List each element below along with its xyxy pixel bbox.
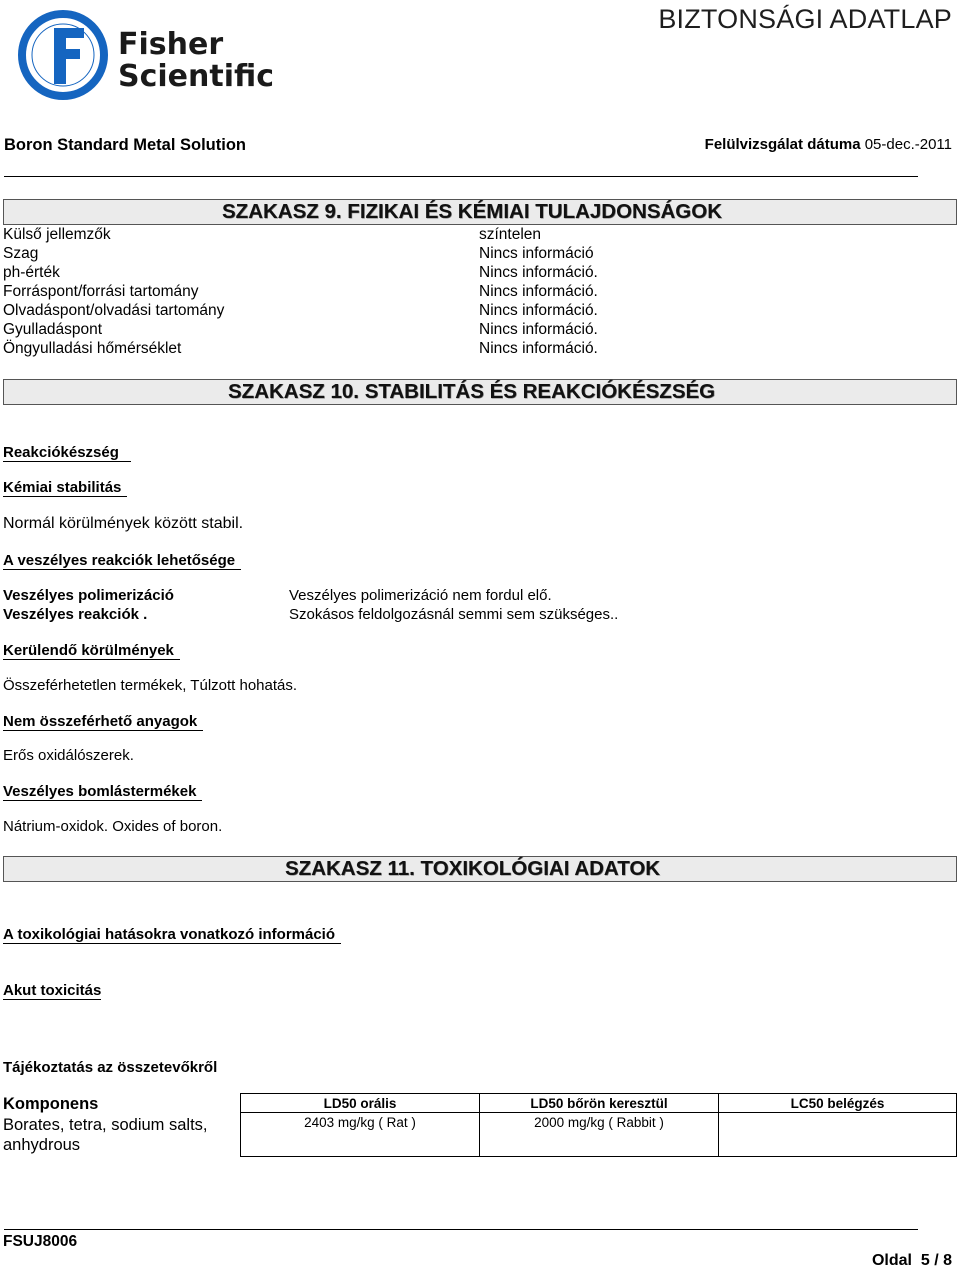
toxicity-table [240,1093,957,1157]
table-header-lc50-inhalation: LC50 belégzés [719,1094,957,1113]
decomposition-products-heading: Veszélyes bomlástermékek [3,783,202,801]
table-row [241,1113,957,1157]
components-info-heading: Tájékoztatás az összetevőkről [3,1059,218,1076]
table-header-ld50-oral: LD50 orális [241,1094,480,1113]
section-10-title: SZAKASZ 10. STABILITÁS ÉS REAKCIÓKÉSZSÉG [228,380,716,403]
fisher-scientific-logo [4,4,284,110]
revision-date: 05-dec.-2011 [864,136,952,153]
document-title: BIZTONSÁGI ADATLAP [658,4,952,34]
toxicity-table-header-row [241,1094,957,1113]
svg-text:Scientific: Scientific [118,59,275,94]
revision-label: Felülvizsgálat dátuma [704,136,861,153]
chemical-stability-text: Normál körülmények között stabil. [3,515,244,532]
hazardous-reactions-value: Szokásos feldolgozásnál semmi sem szükséges.. [289,606,619,623]
prop-value-autoignition: Nincs információ. [479,340,598,357]
section-9-header [3,199,957,225]
cell-ld50-oral: 2403 mg/kg ( Rat ) [241,1113,480,1157]
cell-lc50-inhalation [719,1113,957,1157]
reactivity-heading: Reakciókészség [3,444,131,462]
page-number: Oldal 5 / 8 [871,1252,952,1269]
prop-label-appearance: Külső jellemzők [3,226,111,243]
conditions-to-avoid-text: Összeférhetetlen termékek, Túlzott hohatás. [3,677,298,694]
svg-text:Fisher: Fisher [118,27,224,62]
section-11-title: SZAKASZ 11. TOXIKOLÓGIAI ADATOK [285,857,661,880]
prop-label-boiling-point: Forráspont/forrási tartomány [3,283,199,300]
chemical-stability-heading: Kémiai stabilitás [3,479,127,497]
section-10-header [3,379,957,405]
prop-value-ph: Nincs információ. [479,264,598,281]
conditions-to-avoid-heading: Kerülendő körülmények [3,642,180,660]
prop-value-odor: Nincs információ [479,245,594,262]
section-11-header [3,856,957,882]
product-name: Boron Standard Metal Solution [4,136,246,154]
hazardous-reactions-heading: A veszélyes reakciók lehetősége [3,552,241,570]
component-column-label: Komponens [3,1095,99,1113]
footer-divider [4,1229,918,1230]
incompatible-materials-heading: Nem összeférhető anyagok [3,713,203,731]
cell-ld50-dermal: 2000 mg/kg ( Rabbit ) [480,1113,719,1157]
prop-value-melting-point: Nincs információ. [479,302,598,319]
incompatible-materials-text: Erős oxidálószerek. [3,747,134,764]
component-name: Borates, tetra, sodium salts, anhydrous [3,1116,208,1154]
prop-value-flash-point: Nincs információ. [479,321,598,338]
table-header-ld50-dermal: LD50 bőrön keresztül [480,1094,719,1113]
header-divider [4,176,918,177]
prop-label-flash-point: Gyulladáspont [3,321,103,338]
polymerization-label: Veszélyes polimerizáció [3,587,174,604]
prop-label-odor: Szag [3,245,39,262]
acute-toxicity-heading: Akut toxicitás [3,982,102,999]
decomposition-products-text: Nátrium-oxidok. Oxides of boron. [3,818,223,835]
prop-label-melting-point: Olvadáspont/olvadási tartomány [3,302,225,319]
prop-value-boiling-point: Nincs információ. [479,283,598,300]
document-code: FSUJ8006 [3,1233,78,1250]
prop-value-appearance: színtelen [479,226,542,243]
prop-label-ph: ph-érték [3,264,60,281]
hazardous-reactions-label: Veszélyes reakciók . [3,606,148,623]
prop-label-autoignition: Öngyulladási hőmérséklet [3,340,182,357]
section-9-title: SZAKASZ 9. FIZIKAI ÉS KÉMIAI TULAJDONSÁGOK [222,200,722,223]
polymerization-value: Veszélyes polimerizáció nem fordul elő. [289,587,552,604]
toxicological-info-heading: A toxikológiai hatásokra vonatkozó információ [3,926,341,944]
revision-date-line [705,136,952,153]
